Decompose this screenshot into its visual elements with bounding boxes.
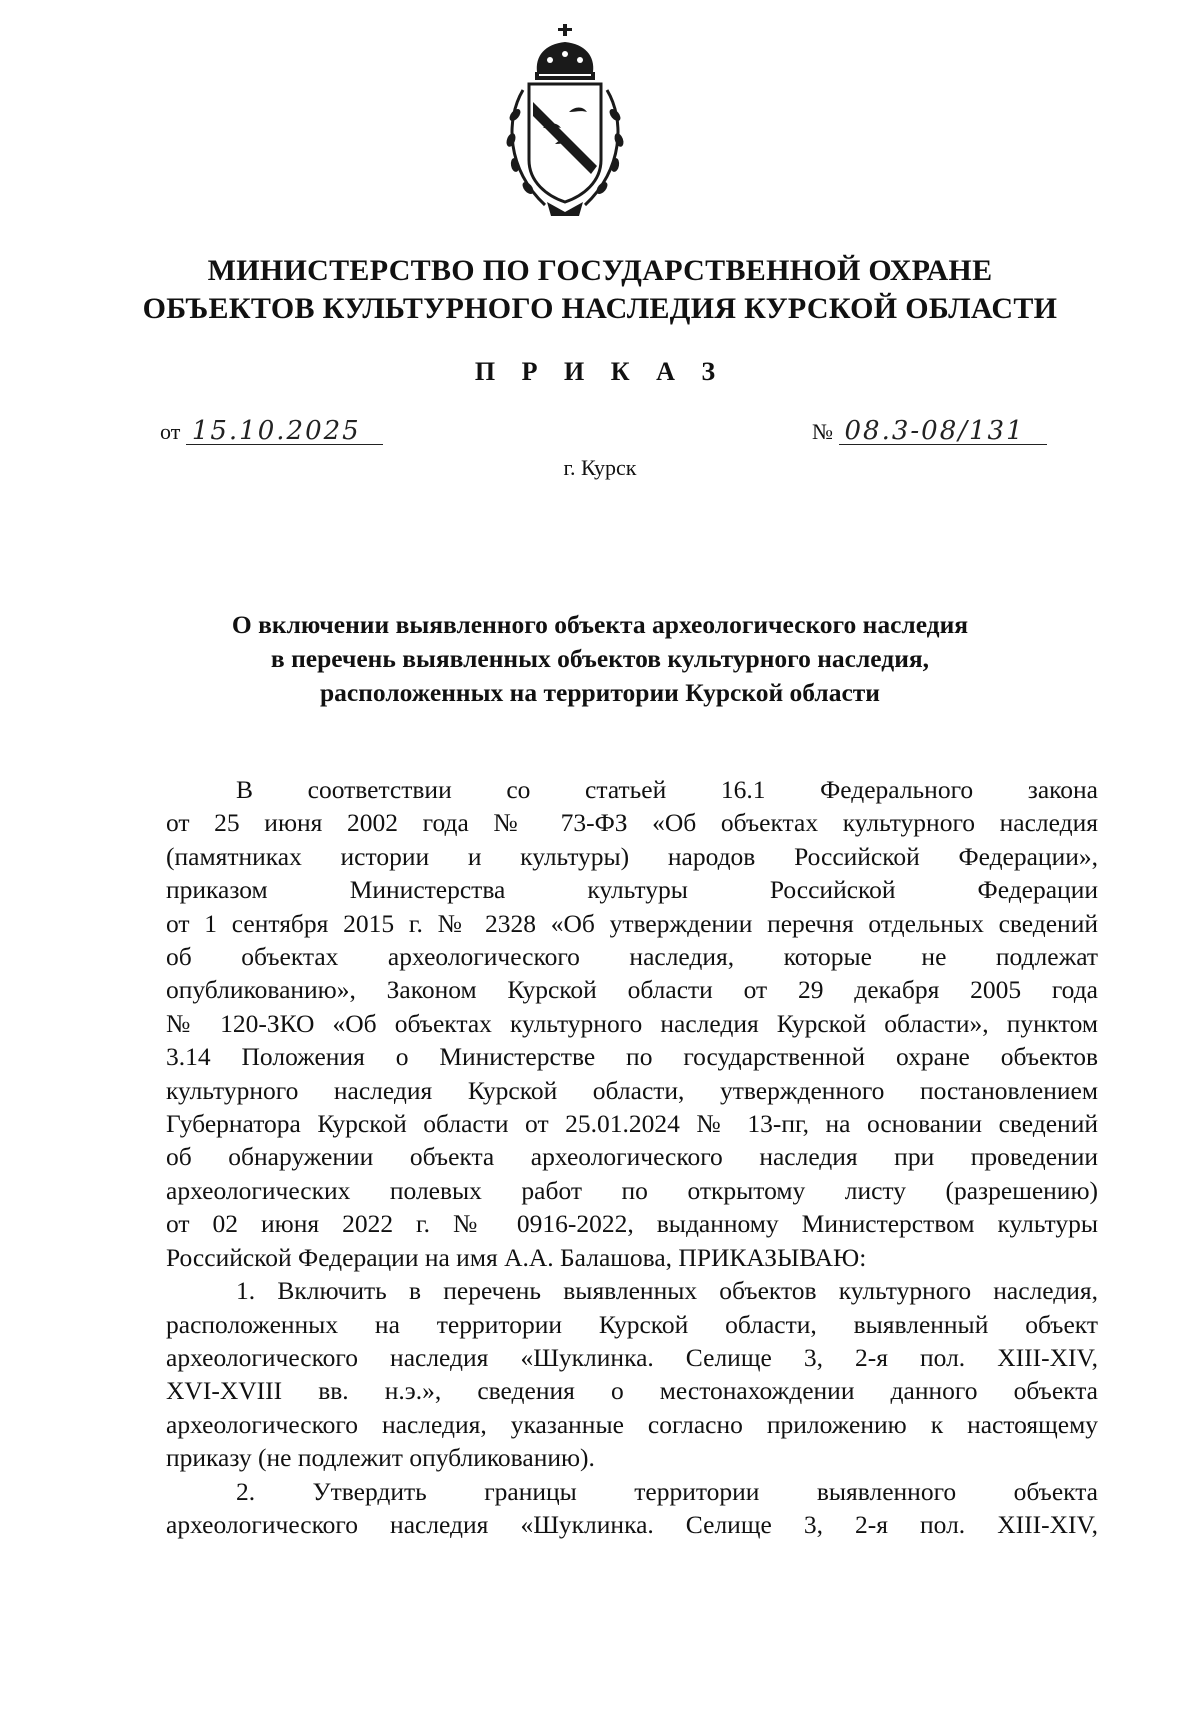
ministry-name [0, 252, 1200, 328]
order-subject [0, 608, 1200, 710]
order-date [160, 418, 383, 445]
body-line: от 25 июня 2002 года № 73-ФЗ «Об объектах культурного наследия [166, 808, 1098, 838]
body-line-item2: 2. Утвердить границы территории выявленного объекта [236, 1476, 1098, 1506]
body-line: археологического наследия «Шуклинка. Селище 3, 2-я пол. XIII-XIV, [166, 1342, 1098, 1372]
body-line: В соответствии со статьей 16.1 Федерального закона [236, 775, 1098, 804]
body-line: от 1 сентября 2015 г. № 2328 «Об утверждении перечня отдельных сведений [166, 908, 1098, 938]
body-line: от 02 июня 2022 г. № 0916-2022, выданному Министерством культуры [166, 1209, 1098, 1239]
body-line: 3.14 Положения о Министерстве по государственной охране объектов [166, 1042, 1098, 1072]
body-line: культурного наследия Курской области, утвержденного постановлением [166, 1075, 1098, 1105]
date-prefix: от [160, 419, 181, 444]
body-line: (памятниках истории и культуры) народов Российской Федерации», [166, 841, 1098, 871]
body-line: археологических полевых работ по открытому листу (разрешению) [166, 1175, 1098, 1205]
number-prefix: № [812, 419, 833, 444]
subject-line2: в перечень выявленных объектов культурного наследия, [270, 644, 930, 673]
body-line: об обнаружении объекта археологического наследия при проведении [166, 1142, 1098, 1172]
order-number [812, 418, 1047, 445]
body-line-item1: 1. Включить в перечень выявленных объектов культурного наследия, [236, 1276, 1098, 1306]
body-line: Губернатора Курской области от 25.01.2024 № 13-пг, на основании сведений [166, 1109, 1098, 1139]
order-city: г. Курск [563, 455, 637, 480]
ministry-name-line1: МИНИСТЕРСТВО ПО ГОСУДАРСТВЕННОЙ ОХРАНЕ [207, 254, 993, 287]
body-line: опубликованию», Законом Курской области от 29 декабря 2005 года [166, 975, 1098, 1005]
body-line: об объектах археологического наследия, которые не подлежат [166, 942, 1098, 972]
body-line: XVI-XVIII вв. н.э.», сведения о местонахождении данного объекта [166, 1376, 1098, 1406]
date-handwritten-value: 15.10.2025 [186, 418, 383, 445]
body-line: № 120-ЗКО «Об объектах культурного наследия Курской области», пунктом [166, 1008, 1098, 1038]
body-line: археологического наследия «Шуклинка. Селище 3, 2-я пол. XIII-XIV, [166, 1509, 1098, 1539]
body-line: приказом Министерства культуры Российской Федерации [166, 875, 1098, 905]
body-line: расположенных на территории Курской области, выявленный объект [166, 1309, 1098, 1339]
order-title: П Р И К А З [474, 357, 726, 386]
body-line: приказу (не подлежит опубликованию). [166, 1443, 595, 1473]
kursk-coat-of-arms-icon [495, 20, 635, 220]
subject-line3: расположенных на территории Курской области [319, 678, 880, 707]
body-line: археологического наследия, указанные согласно приложению к настоящему [166, 1409, 1098, 1439]
subject-line1: О включении выявленного объекта археологического наследия [231, 610, 969, 639]
ministry-name-line2: ОБЪЕКТОВ КУЛЬТУРНОГО НАСЛЕДИЯ КУРСКОЙ ОБЛАСТИ [142, 292, 1058, 325]
number-handwritten-value: 08.3-08/131 [839, 418, 1047, 445]
body-line: Российской Федерации на имя А.А. Балашова, ПРИКАЗЫВАЮ: [166, 1242, 867, 1272]
order-body [166, 773, 1098, 1541]
